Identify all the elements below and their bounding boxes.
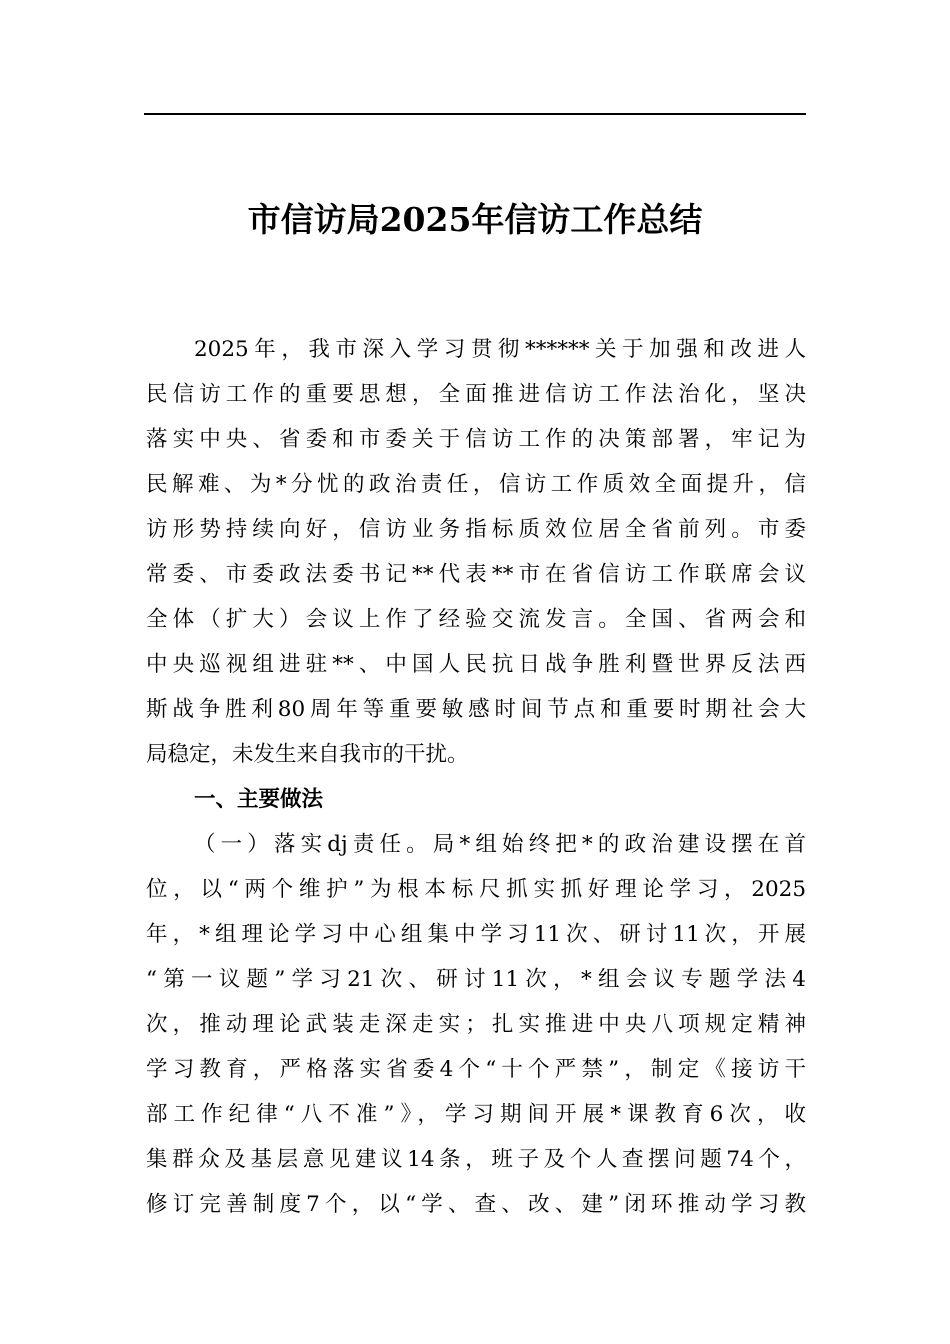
paragraph-line: 部工作纪律“八不准”》，学习期间开展*课教育6次，收 bbox=[146, 1102, 806, 1127]
header-rule bbox=[144, 113, 806, 115]
paragraph-line: 访形势持续向好，信访业务指标质效位居全省前列。市委 bbox=[146, 517, 806, 542]
paragraph-line: 常委、市委政法委书记**代表**市在省信访工作联席会议 bbox=[146, 562, 806, 587]
paragraph-line: 位，以“两个维护”为根本标尺抓实抓好理论学习，2025 bbox=[146, 877, 806, 902]
paragraph-line: 中央巡视组进驻**、中国人民抗日战争胜利暨世界反法西 bbox=[146, 652, 806, 677]
paragraph-line: 修订完善制度7个，以“学、查、改、建”闭环推动学习教 bbox=[146, 1192, 806, 1217]
document-body bbox=[146, 327, 806, 1227]
paragraph-line: 学习教育，严格落实省委4个“十个严禁”，制定《接访干 bbox=[146, 1057, 806, 1082]
paragraph-line: 2025年，我市深入学习贯彻******关于加强和改进人 bbox=[194, 337, 806, 362]
paragraph-line: 斯战争胜利80周年等重要敏感时间节点和重要时期社会大 bbox=[146, 697, 806, 722]
section-heading: 一、主要做法 bbox=[194, 787, 324, 812]
paragraph-line: 局稳定，未发生来自我市的干扰。 bbox=[146, 742, 469, 767]
document-title: 市信访局2025年信访工作总结 bbox=[247, 200, 703, 239]
paragraph-line: 民信访工作的重要思想，全面推进信访工作法治化，坚决 bbox=[146, 382, 806, 407]
paragraph-line: 次，推动理论武装走深走实；扎实推进中央八项规定精神 bbox=[146, 1012, 806, 1037]
paragraph-line: 民解难、为*分忧的政治责任，信访工作质效全面提升，信 bbox=[146, 472, 806, 497]
paragraph-line: （一）落实dj责任。局*组始终把*的政治建设摆在首 bbox=[194, 832, 806, 857]
paragraph-line: “第一议题”学习21次、研讨11次，*组会议专题学法4 bbox=[146, 967, 806, 992]
paragraph-line: 年，*组理论学习中心组集中学习11次、研讨11次，开展 bbox=[146, 922, 806, 947]
paragraph-line: 集群众及基层意见建议14条，班子及个人查摆问题74个， bbox=[146, 1147, 806, 1172]
paragraph-line: 全体（扩大）会议上作了经验交流发言。全国、省两会和 bbox=[146, 607, 806, 632]
paragraph-line: 落实中央、省委和市委关于信访工作的决策部署，牢记为 bbox=[146, 427, 806, 452]
